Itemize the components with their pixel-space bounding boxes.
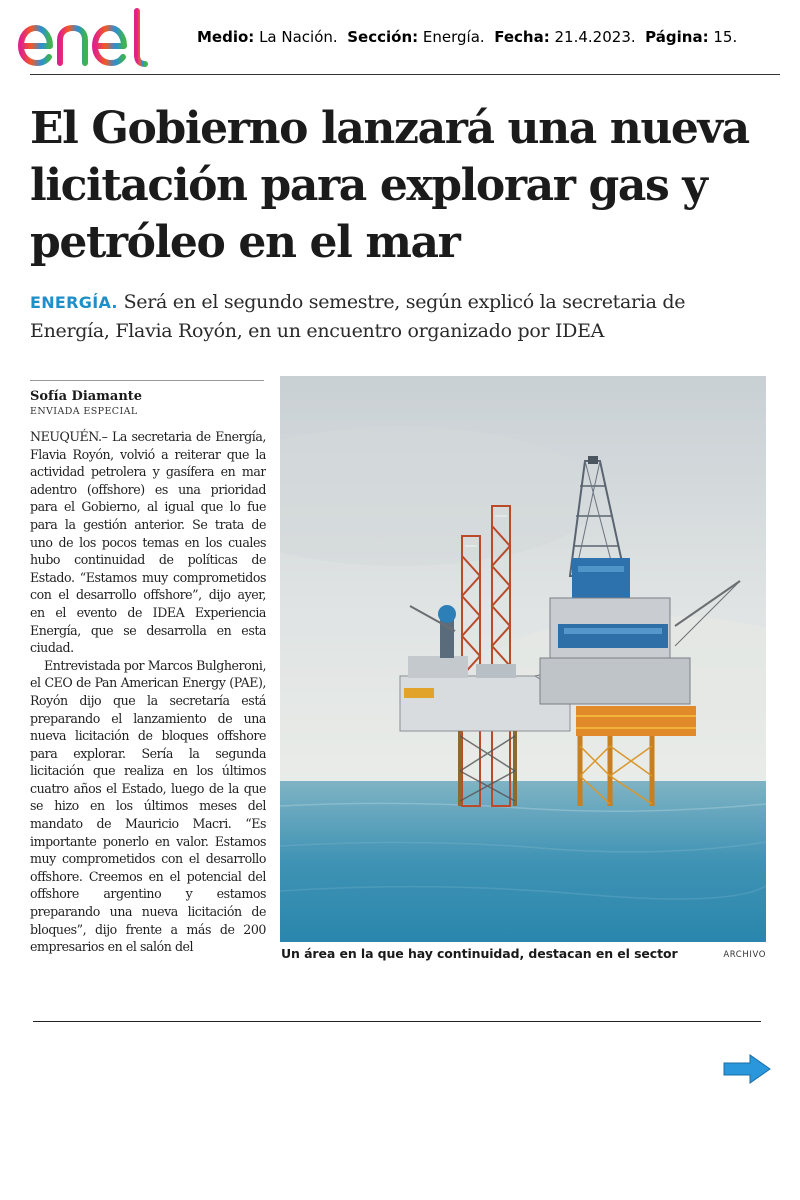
photo-caption: Un área en la que hay continuidad, destacan en el sector bbox=[281, 946, 678, 961]
fecha-value: 21.4.2023. bbox=[554, 28, 636, 46]
section-kicker: ENERGÍA. bbox=[30, 293, 118, 312]
medio-value: La Nación. bbox=[259, 28, 338, 46]
article-headline: El Gobierno lanzará una nueva licitación para explorar gas y petróleo en el mar bbox=[30, 103, 749, 268]
footer-divider bbox=[33, 1021, 761, 1022]
seccion-label: Sección: bbox=[347, 28, 419, 46]
right-arrow-icon[interactable] bbox=[722, 1052, 772, 1086]
header-divider bbox=[30, 74, 780, 75]
medio-label: Medio: bbox=[197, 28, 255, 46]
photo-credit: ARCHIVO bbox=[723, 950, 766, 960]
article-body bbox=[30, 428, 266, 966]
article-subhead bbox=[30, 288, 770, 345]
offshore-rig-photo bbox=[280, 376, 766, 942]
subhead-text: Será en el segundo semestre, según explicó la secretaria de Energía, Flavia Royón, en un encuentro organizado por IDEA bbox=[30, 291, 686, 342]
fecha-label: Fecha: bbox=[494, 28, 550, 46]
body-paragraph: Entrevistada por Marcos Bulgheroni, el CEO de Pan American Energy (PAE), Royón dijo que la secretaría está preparando el lanzamiento de una nueva licitación de bloques offshore para explorar. Sería la segunda licitación que realiza en los últimos cuatro años el Estado, luego de la que se hizo en los últimos meses del mandato de Mauricio Macri. “Es importante ponerlo en valor. Estamos muy comprometidos con el desarrollo offshore. Creemos en el potencial del offshore argentino y estamos preparando una nueva licitación de bloques”, dijo frente a más de 200 empresarios en el salón del bbox=[30, 657, 266, 955]
enel-logo bbox=[16, 8, 180, 68]
seccion-value: Energía. bbox=[422, 28, 485, 46]
byline-divider bbox=[30, 380, 264, 381]
clipping-metadata bbox=[197, 28, 737, 46]
author-role: ENVIADA ESPECIAL bbox=[30, 406, 138, 417]
pagina-label: Página: bbox=[645, 28, 709, 46]
pagina-value: 15. bbox=[713, 28, 738, 46]
body-paragraph: NEUQUÉN.– La secretaria de Energía, Flavia Royón, volvió a reiterar que la actividad petrolera y gasífera en mar adentro (offshore) es una prioridad para el Gobierno, al igual que lo fue para la gestión anterior. Se trata de uno de los pocos temas en los cuales hubo continuidad de políticas de Estado. “Estamos muy comprometidos con el desarrollo offshore”, dijo ayer, en el evento de IDEA Experiencia Energía, que se desarrolla en esta ciudad. bbox=[30, 429, 266, 656]
author-name: Sofía Diamante bbox=[30, 389, 143, 404]
